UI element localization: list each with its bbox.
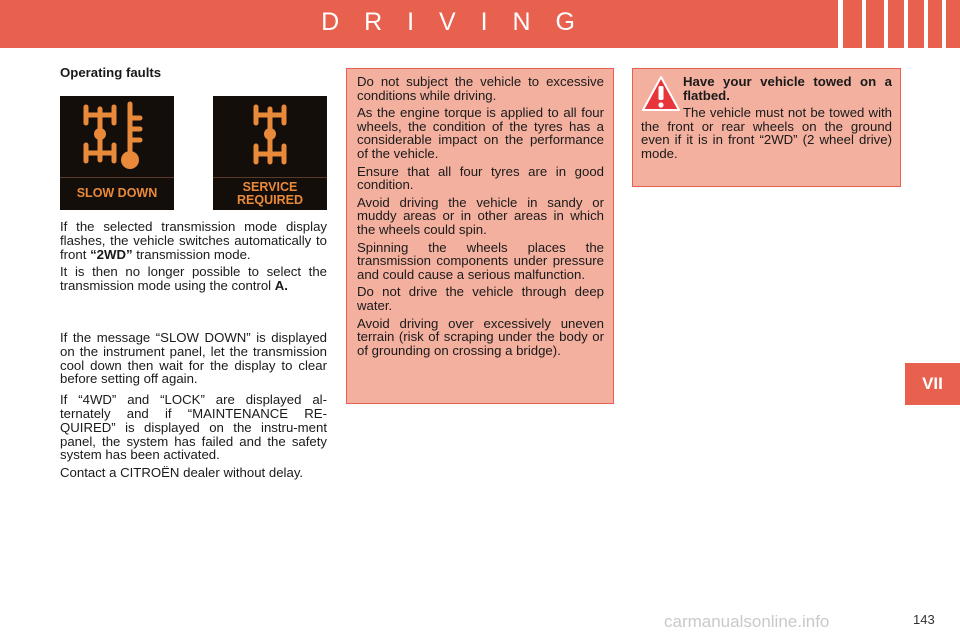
left-body-lower: [60, 331, 327, 484]
paragraph-text: If the selected transmission mode display flashes, the vehicle switches automatically to front: [60, 219, 327, 262]
paragraph-bold: “2WD”: [90, 246, 133, 262]
header-bar: [0, 0, 960, 48]
service-required-label: [213, 177, 327, 210]
warning-triangle-icon: [641, 75, 681, 113]
advice-paragraph: Do not drive the vehicle through deep water.: [357, 284, 604, 313]
driving-advice-panel: [346, 68, 614, 404]
towing-warning-panel: [632, 68, 901, 187]
advice-paragraph: Avoid driving the vehicle in sandy or muddy areas or in other areas in which the wheels could spin.: [357, 194, 604, 237]
watermark: carmanualsonline.info: [664, 612, 830, 631]
header-stripe: [924, 0, 928, 48]
service-label-line2: REQUIRED: [237, 193, 303, 207]
towing-heading: Have your vehicle towed on a flatbed.: [683, 74, 892, 103]
header-stripe: [884, 0, 888, 48]
advice-paragraph: Avoid driving over excessively uneven terrain (risk of scraping under the body or of grounding on crossing a bridge).: [357, 315, 604, 358]
left-body: [60, 220, 327, 297]
transmission-fault-icon: [213, 96, 327, 178]
transmission-temperature-icon: [60, 96, 174, 178]
paragraph-maintenance: If “4WD” and “LOCK” are displayed al-ternately and if “MAINTENANCE RE-QUIRED” is displayed on the instru-ment panel, the system has failed and the safety system has been activated.: [60, 392, 327, 463]
chapter-tab[interactable]: VII: [905, 363, 960, 405]
towing-body: The vehicle must not be towed with the front or rear wheels on the ground even if it is in front “2WD” (2 wheel drive) mode.: [641, 105, 892, 161]
section-heading: Operating faults: [60, 65, 162, 80]
paragraph-control: [60, 265, 327, 293]
paragraph-slow-down: If the message “SLOW DOWN” is displayed on the instrument panel, let the transmission cool down then wait for the display to clear before setting off again.: [60, 330, 327, 387]
header-stripe: [862, 0, 866, 48]
advice-paragraph: Spinning the wheels places the transmission components under pressure and could cause a serious malfunction.: [357, 239, 604, 282]
header-stripe: [942, 0, 946, 48]
service-required-warning: [213, 96, 327, 210]
page-number: 143: [913, 612, 935, 627]
advice-paragraph: As the engine torque is applied to all four wheels, the condition of the tyres has a considerable impact on the performance of the vehicle.: [357, 105, 604, 161]
paragraph-bold: A.: [274, 278, 288, 294]
paragraph-mode-switch: [60, 220, 327, 261]
paragraph-text: transmission mode.: [132, 246, 251, 262]
slow-down-warning: [60, 96, 174, 210]
header-stripe: [904, 0, 908, 48]
header-stripe: [838, 0, 843, 48]
advice-paragraph: Ensure that all four tyres are in good condition.: [357, 163, 604, 193]
service-label-line1: SERVICE: [242, 179, 298, 194]
page-title: D R I V I N G: [321, 8, 584, 36]
paragraph-text: It is then no longer possible to select the transmission mode using the control: [60, 264, 327, 294]
left-column: [60, 66, 327, 80]
advice-paragraph: Do not subject the vehicle to excessive conditions while driving.: [357, 74, 604, 103]
paragraph-contact: Contact a CITROËN dealer without delay.: [60, 465, 304, 481]
slow-down-label: SLOW DOWN: [60, 177, 174, 210]
